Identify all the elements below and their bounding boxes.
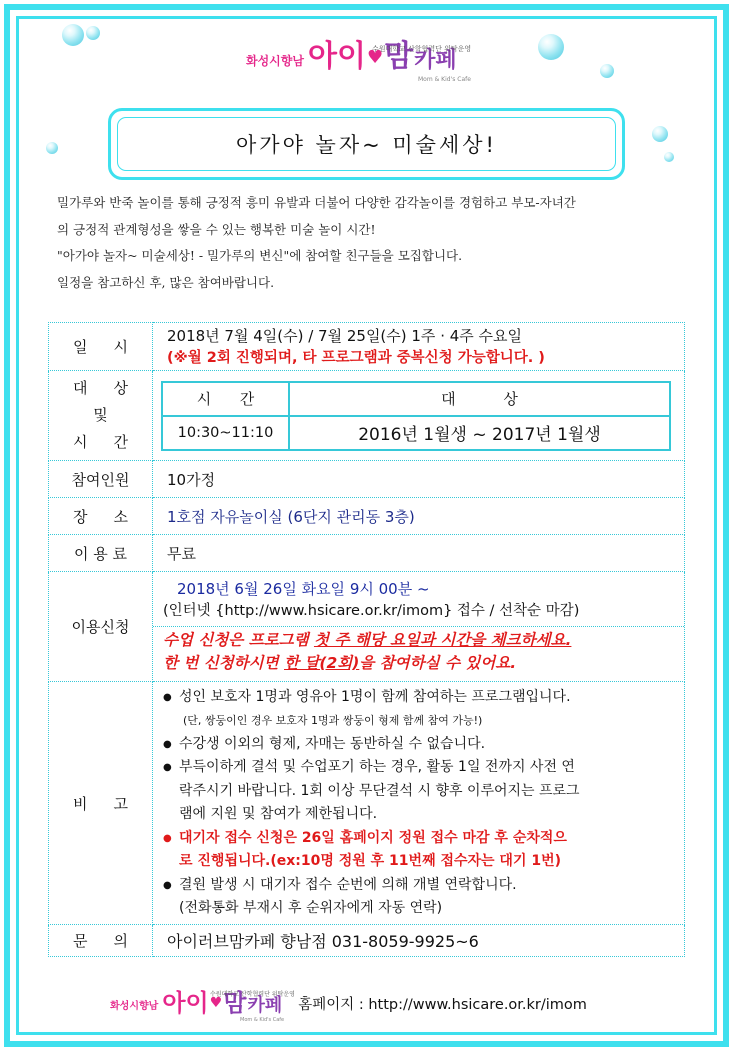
- warning-text: 수업 신청은 프로그램: [163, 631, 314, 649]
- row-target: [49, 371, 685, 461]
- list-item: ● 수강생 이외의 형제, 자매는 동반하실 수 없습니다.: [161, 733, 684, 757]
- label-fee: 이 용 료: [49, 535, 153, 572]
- row-place: [49, 498, 685, 535]
- warning-text: 한 번 신청하시면: [163, 654, 285, 672]
- list-item: (전화통화 부재시 후 순위자에게 자동 연락): [179, 900, 443, 916]
- logo-cafe: 카페: [414, 48, 457, 73]
- label-and: 및: [93, 406, 108, 424]
- logo-ai: 아이: [307, 39, 366, 74]
- page-title: 아가야 놀자~ 미술세상!: [236, 133, 497, 157]
- logo-mam: 맘: [223, 989, 247, 1017]
- logo-city: 화성시향남: [246, 54, 304, 68]
- intro-line: 일정을 참고하신 후, 많은 참여바랍니다.: [57, 274, 275, 290]
- bubble-decoration: [46, 142, 58, 154]
- apply-warning: [163, 629, 684, 652]
- date-note: (※월 2회 진행되며, 타 프로그램과 중복신청 가능합니다. ): [167, 349, 545, 366]
- label-target-a: 대: [73, 379, 88, 397]
- label-date-b: 시: [113, 338, 128, 356]
- row-people: [49, 461, 685, 498]
- label-apply: 이용신청: [49, 572, 153, 682]
- list-item: (단, 쌍둥이인 경우 보호자 1명과 쌍둥이 형제 함께 참여 가능!): [183, 714, 483, 727]
- footer: [110, 985, 587, 1021]
- bubble-decoration: [664, 152, 674, 162]
- bubble-decoration: [538, 34, 564, 60]
- apply-method: (인터넷 {http://www.hsicare.or.kr/imom} 접수 / 선착순 마감): [163, 603, 580, 619]
- warning-emphasis: 첫 주 해당 요일과 시간을 체크하세요.: [313, 631, 572, 649]
- logo-mam: 맘: [384, 39, 414, 74]
- logo-ai: 아이: [162, 989, 209, 1017]
- list-item: ● 성인 보호자 1명과 영유아 1명이 함께 참여하는 프로그램입니다.: [161, 686, 684, 710]
- schedule-table: [161, 381, 671, 451]
- header-target: 대 상: [289, 382, 670, 416]
- list-item: 로 진행됩니다.(ex:10명 정원 후 11번째 접수자는 대기 1번): [179, 853, 562, 869]
- header-time: 시 간: [162, 382, 289, 416]
- list-item: ● 대기자 접수 신청은 26일 홈페이지 정원 접수 마감 후 순차적으: [161, 827, 684, 851]
- bubble-decoration: [652, 126, 668, 142]
- cafe-logo-top: [246, 39, 472, 83]
- logo-eng: Mom & Kid's Cafe: [240, 1017, 285, 1023]
- bubble-decoration: [86, 26, 100, 40]
- label-time-b: 간: [113, 433, 128, 451]
- logo-cafe: 카페: [247, 995, 283, 1016]
- heart-icon: ♥: [366, 47, 384, 68]
- row-notes: [49, 682, 685, 925]
- label-notes-a: 비: [73, 794, 88, 813]
- warning-emphasis: 한 달(2회): [284, 654, 360, 672]
- intro-line: 의 긍정적 관계형성을 쌓을 수 있는 행복한 미술 놀이 시간!: [57, 221, 376, 237]
- intro-line: 밀가루와 반죽 놀이를 통해 긍정적 흥미 유발과 더불어 다양한 감각놀이를 경험하고 부모-자녀간: [57, 195, 576, 210]
- info-table: [48, 322, 685, 957]
- list-item: ● 결원 발생 시 대기자 접수 순번에 의해 개별 연락합니다.: [161, 874, 684, 898]
- schedule-row: [162, 416, 670, 450]
- logo-eng: Mom & Kid's Cafe: [418, 76, 471, 83]
- schedule-time: 10:30~11:10: [162, 416, 289, 450]
- label-target-b: 상: [113, 379, 128, 397]
- label-contact-a: 문: [73, 932, 88, 950]
- schedule-header: [162, 382, 670, 416]
- contact-value: 아이러브맘카페 향남점 031-8059-9925~6: [153, 925, 685, 957]
- homepage-link[interactable]: 홈페이지 : http://www.hsicare.or.kr/imom: [298, 996, 587, 1013]
- notes-list: [153, 686, 684, 921]
- label-people: 참여인원: [49, 461, 153, 498]
- label-notes-b: 고: [113, 794, 128, 813]
- heart-icon: ♥: [209, 995, 223, 1011]
- label-place-b: 소: [113, 507, 128, 526]
- list-item: 램에 지원 및 참여가 제한됩니다.: [179, 806, 378, 822]
- label-time-a: 시: [73, 433, 88, 451]
- cafe-logo-bottom: [110, 989, 295, 1023]
- intro-line: "아가야 놀자~ 미술세상! - 밀가루의 변신"에 참여할 친구들을 모집합니다.: [57, 248, 463, 263]
- row-apply: [49, 572, 685, 682]
- date-line: 2018년 7월 4일(수) / 7월 25일(수) 1주 · 4주 수요일: [167, 326, 523, 345]
- list-item: 락주시기 바랍니다. 1회 이상 무단결석 시 향후 이루어지는 프로그: [179, 782, 580, 799]
- label-contact-b: 의: [113, 932, 128, 950]
- apply-start: 2018년 6월 26일 화요일 9시 00분 ~: [177, 580, 430, 598]
- bubble-decoration: [600, 64, 614, 78]
- schedule-target: 2016년 1월생 ~ 2017년 1월생: [289, 416, 670, 450]
- title-box: [108, 108, 625, 180]
- label-place-a: 장: [73, 507, 88, 526]
- row-fee: [49, 535, 685, 572]
- people-value: 10가정: [153, 461, 685, 498]
- list-item: ● 부득이하게 결석 및 수업포기 하는 경우, 활동 1일 전까지 사전 연: [161, 756, 684, 780]
- place-value: 1호점 자유놀이실 (6단지 관리동 3층): [153, 498, 685, 535]
- bubble-decoration: [62, 24, 84, 46]
- apply-warning: [163, 652, 684, 675]
- row-contact: [49, 925, 685, 957]
- logo-univ: 수원대학교 산학협력단 위탁운영: [210, 991, 295, 998]
- warning-text: 을 참여하실 수 있어요.: [359, 654, 517, 672]
- logo-univ: 수원대학교 산학협력단 위탁운영: [372, 45, 472, 53]
- fee-value: 무료: [153, 535, 685, 572]
- label-date-a: 일: [73, 338, 88, 356]
- row-date: [49, 323, 685, 371]
- logo-city: 화성시향남: [110, 1001, 159, 1012]
- intro-text: [57, 190, 697, 296]
